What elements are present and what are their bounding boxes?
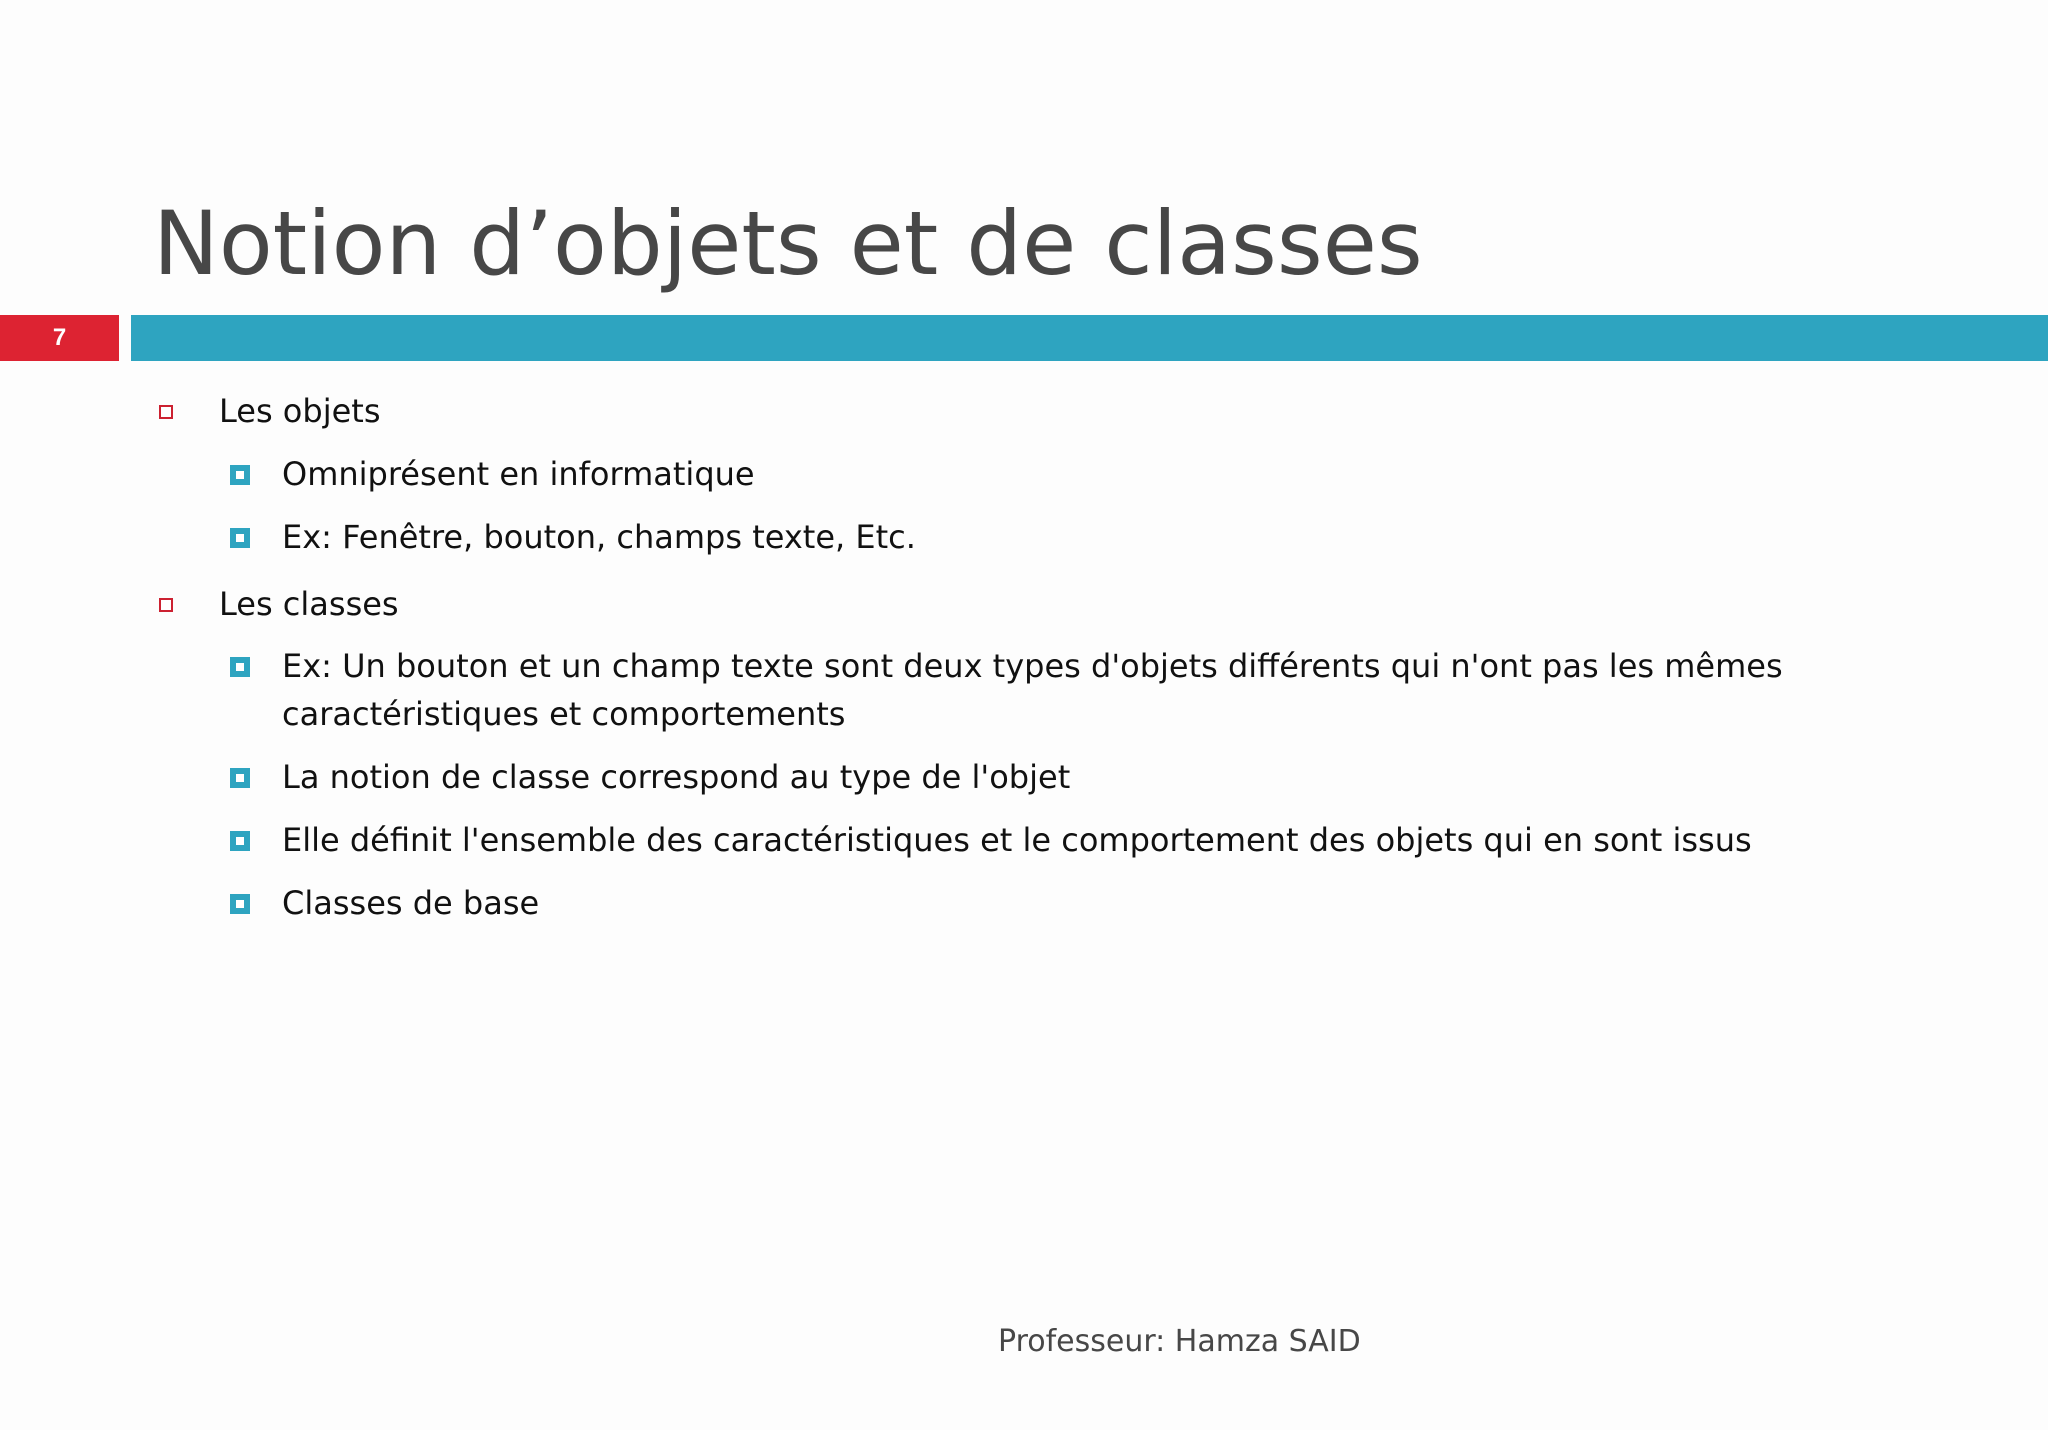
slide-title: Notion d’objets et de classes (153, 192, 1423, 295)
square-bullet-icon (230, 768, 250, 788)
list-item: Ex: Fenêtre, bouton, champs texte, Etc. (282, 518, 916, 556)
slide-number-box (0, 315, 119, 361)
square-bullet-icon (230, 465, 250, 485)
section-heading: Les objets (219, 392, 381, 430)
list-item: Classes de base (282, 884, 540, 922)
list-item: Elle définit l'ensemble des caractéristiques et le comportement des objets qui en sont issus (282, 821, 1752, 859)
slide-footer: Professeur: Hamza SAID (998, 1324, 1361, 1359)
square-bullet-icon (230, 894, 250, 914)
square-bullet-icon (230, 831, 250, 851)
list-item: Ex: Un bouton et un champ texte sont deux types d'objets différents qui n'ont pas les mêmes (282, 647, 1783, 685)
list-item: La notion de classe correspond au type de l'objet (282, 758, 1071, 796)
hollow-square-bullet-icon (159, 598, 173, 612)
square-bullet-icon (230, 657, 250, 677)
square-bullet-icon (230, 528, 250, 548)
list-item-continuation: caractéristiques et comportements (282, 695, 846, 733)
list-item: Omniprésent en informatique (282, 455, 755, 493)
slide-number: 7 (52, 324, 67, 351)
title-accent-bar (131, 315, 2048, 361)
hollow-square-bullet-icon (159, 405, 173, 419)
section-heading: Les classes (219, 585, 399, 623)
